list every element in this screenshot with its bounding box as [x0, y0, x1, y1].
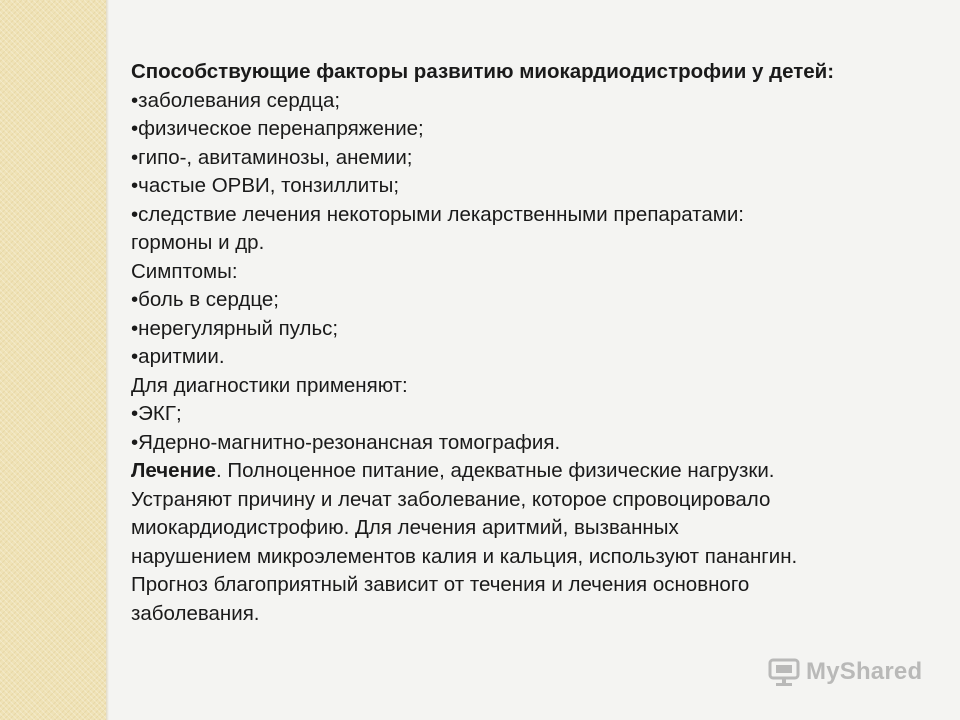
slide-text-body: [131, 58, 921, 628]
treatment-paragraph-line: заболевания.: [131, 601, 260, 625]
treatment-paragraph-line: Прогноз благоприятный зависит от течения и лечения основного: [131, 573, 750, 596]
side-band-edge: [106, 0, 109, 720]
factor-item-continuation: гормоны и др.: [131, 231, 265, 254]
treatment-text: . Полноценное питание, адекватные физические нагрузки.: [215, 459, 775, 482]
watermark-logo: [768, 655, 922, 689]
symptoms-heading: Симптомы:: [131, 259, 238, 283]
treatment-paragraph-line: [131, 457, 921, 486]
decorative-side-band: [0, 0, 106, 720]
factor-item: •частые ОРВИ, тонзиллиты;: [131, 174, 400, 197]
treatment-paragraph-line: нарушением микроэлементов калия и кальция, используют панангин.: [131, 544, 798, 568]
diagnostic-item: •Ядерно-магнитно-резонансная томография.: [131, 430, 561, 454]
factor-item: •заболевания сердца;: [131, 88, 341, 112]
diagnostic-item: •ЭКГ;: [131, 402, 182, 425]
symptom-item: •боль в сердце;: [131, 288, 279, 311]
symptom-item: •аритмии.: [131, 345, 225, 368]
watermark-text: MyShared: [806, 658, 923, 685]
projector-icon: [768, 657, 800, 687]
slide-heading: Способствующие факторы развитию миокардиодистрофии у детей:: [131, 60, 835, 83]
treatment-label: Лечение: [131, 459, 216, 482]
factor-item: •гипо-, авитаминозы, анемии;: [131, 145, 413, 169]
factor-item: •следствие лечения некоторыми лекарственными препаратами:: [131, 202, 744, 226]
symptom-item: •нерегулярный пульс;: [131, 316, 339, 340]
factor-item: •физическое перенапряжение;: [131, 117, 424, 140]
diagnostics-heading: Для диагностики применяют:: [131, 373, 408, 397]
treatment-paragraph-line: Устраняют причину и лечат заболевание, которое спровоцировало: [131, 487, 771, 511]
treatment-paragraph-line: миокардиодистрофию. Для лечения аритмий, вызванных: [131, 516, 679, 539]
